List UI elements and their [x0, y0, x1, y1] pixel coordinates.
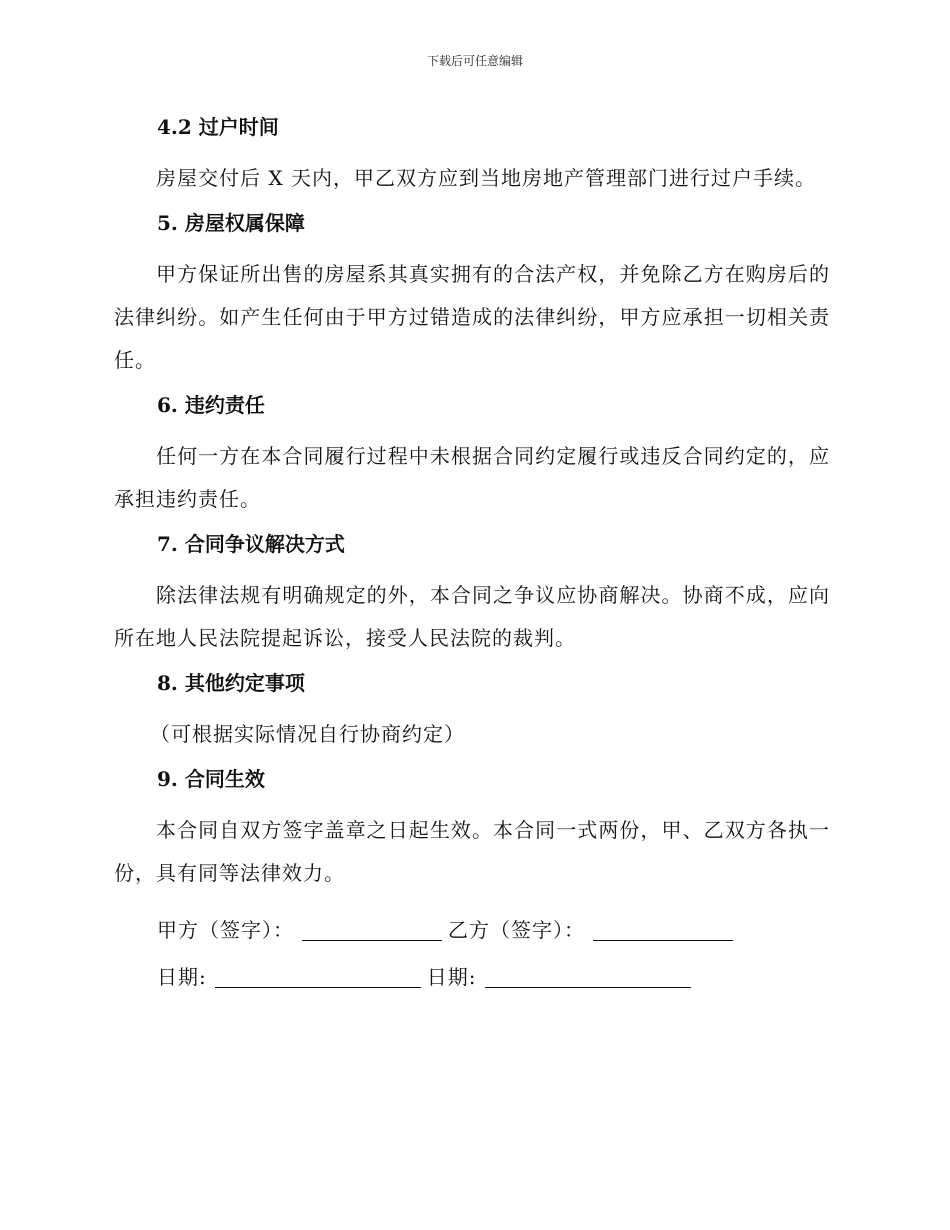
section-paragraph: 房屋交付后 X 天内，甲乙双方应到当地房地产管理部门进行过户手续。: [156, 166, 816, 190]
party-a-signature-label: 甲方（签字）：: [157, 918, 294, 942]
section-heading-4-2: 4.2 过户时间: [157, 115, 279, 139]
party-a-date-label: 日期:: [157, 965, 207, 989]
date-row: [114, 962, 830, 992]
party-b-signature-label: 乙方（签字）：: [448, 918, 585, 942]
section-paragraph: 甲方保证所出售的房屋系其真实拥有的合法产权，并免除乙方在购房后的法律纠纷。如产生任何由于甲方过错造成的法律纠纷，甲方应承担一切相关责任。: [114, 262, 830, 372]
section-heading-7: 7. 合同争议解决方式: [157, 532, 345, 556]
section-paragraph: （可根据实际情况自行协商约定）: [150, 722, 465, 746]
section-paragraph: 任何一方在本合同履行过程中未根据合同约定履行或违反合同约定的，应承担违约责任。: [114, 444, 830, 511]
party-a-date-line: [215, 967, 421, 988]
section-heading-5: 5. 房屋权属保障: [157, 211, 305, 235]
document-body: [114, 112, 830, 992]
party-a-signature-line: [302, 920, 442, 941]
party-b-date-line: [485, 967, 691, 988]
section-paragraph: 除法律法规有明确规定的外，本合同之争议应协商解决。协商不成，应向所在地人民法院提起诉讼，接受人民法院的裁判。: [114, 583, 830, 650]
section-heading-9: 9. 合同生效: [157, 767, 265, 791]
section-heading-6: 6. 违约责任: [157, 393, 265, 417]
header-note: 下载后可任意编辑: [426, 54, 523, 68]
signature-row: [114, 915, 830, 945]
party-b-date-label: 日期:: [426, 965, 477, 989]
party-b-signature-line: [593, 920, 733, 941]
section-paragraph: 本合同自双方签字盖章之日起生效。本合同一式两份，甲、乙双方各执一份，具有同等法律效力。: [114, 818, 830, 885]
section-heading-8: 8. 其他约定事项: [157, 671, 305, 695]
